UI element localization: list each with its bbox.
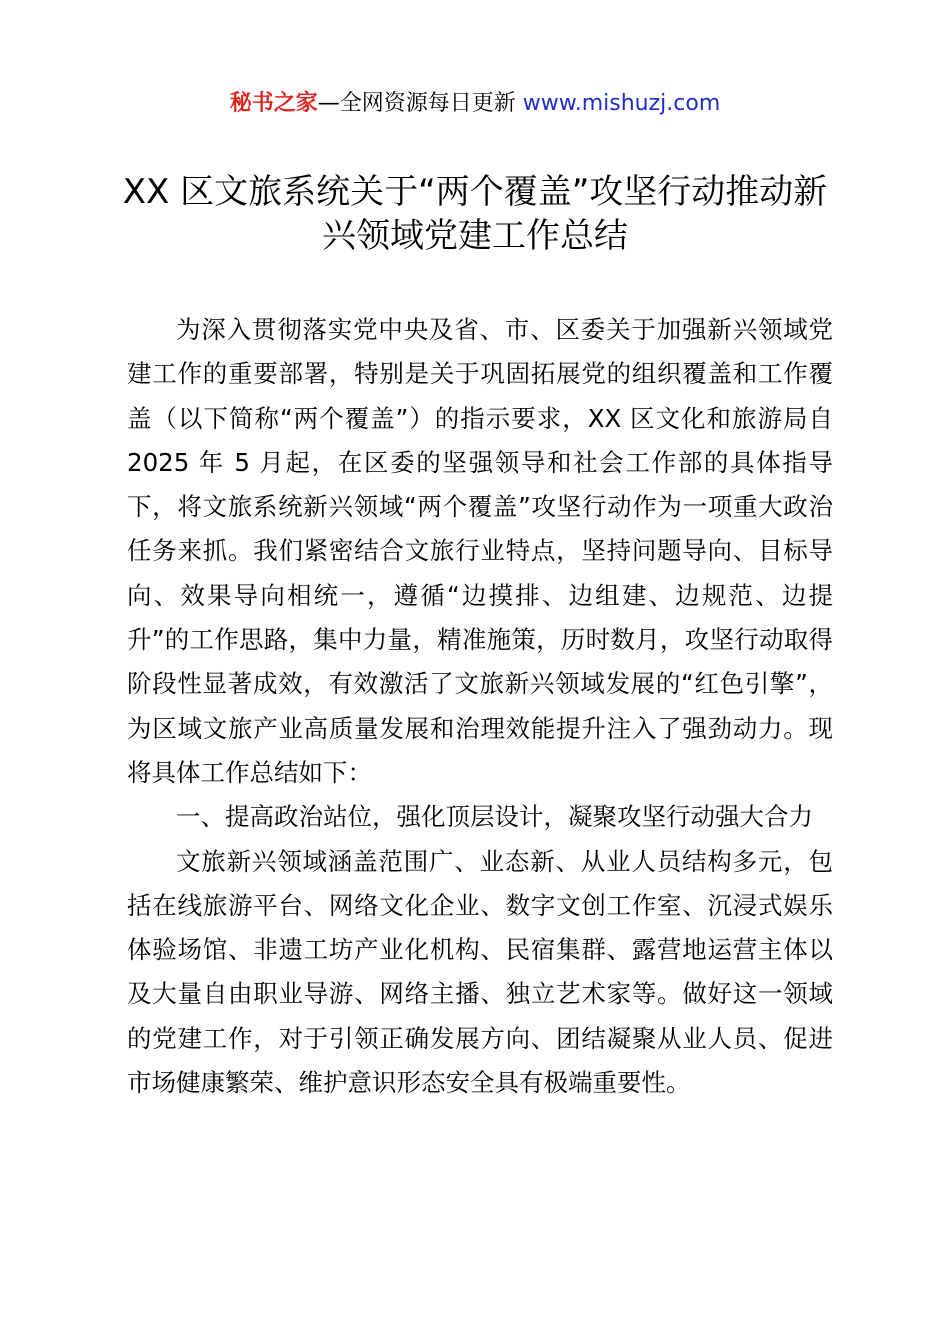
site-url-link[interactable]: www.mishuzj.com bbox=[522, 91, 721, 116]
section-heading-1: 一、提高政治站位，强化顶层设计，凝聚攻坚行动强大合力 bbox=[176, 802, 813, 832]
paragraph-intro: 为深入贯彻落实党中央及省、市、区委关于加强新兴领域党建工作的重要部署，特别是关于巩固拓展党的组织覆盖和工作覆盖（以下简称“两个覆盖”）的指示要求，XX 区文化和旅游局自 2025 年 5 月起，在区委的坚强领导和社会工作部的具体指导下，将文旅系统新兴领域“两个覆盖”攻坚行动作为一项重大政治任务来抓。我们紧密结合文旅行业特点，坚持问题导向、目标导向、效果导向相统一，遵循“边摸排、边组建、边规范、边提升”的工作思路，集中力量，精准施策，历时数月，攻坚行动取得阶段性显著成效，有效激活了文旅新兴领域发展的“红色引擎”，为区域文旅产业高质量发展和治理效能提升注入了强劲动力。现将具体工作总结如下： bbox=[127, 315, 833, 787]
document-title: XX 区文旅系统关于“两个覆盖”攻坚行动推动新兴领域党建工作总结 bbox=[122, 172, 828, 256]
paragraph-section-1: 文旅新兴领域涵盖范围广、业态新、从业人员结构多元，包括在线旅游平台、网络文化企业、数字文创工作室、沉浸式娱乐体验场馆、非遗工坊产业化机构、民宿集群、露营地运营主体以及大量自由职业导游、网络主播、独立艺术家等。做好这一领域的党建工作，对于引领正确发展方向、团结凝聚从业人员、促进市场健康繁荣、维护意识形态安全具有极端重要性。 bbox=[127, 846, 833, 1098]
document-body bbox=[127, 308, 833, 1105]
site-header bbox=[0, 88, 950, 120]
site-tagline: —全网资源每日更新 bbox=[317, 91, 523, 116]
site-brand: 秘书之家 bbox=[229, 91, 318, 116]
